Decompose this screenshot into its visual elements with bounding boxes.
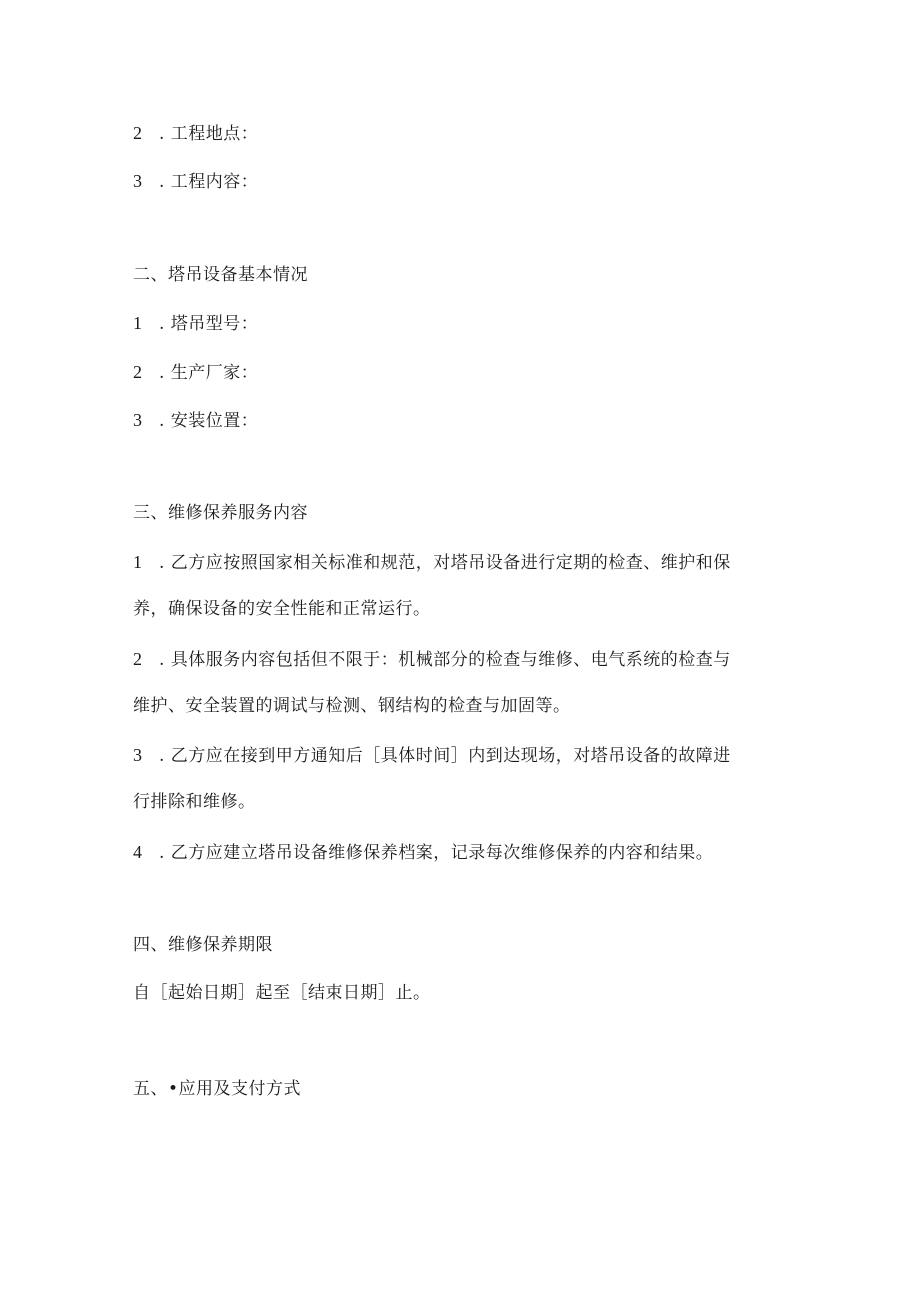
item-number: 1 [133,313,143,333]
list-item [133,411,258,430]
item-continuation: 维护、安全装置的调试与检测、钢结构的检查与加固等。 [133,696,571,716]
item-text: . 生产厂家： [159,363,259,383]
list-item [133,650,731,669]
paragraph: 自［起始日期］起至［结束日期］止。 [133,983,431,1003]
list-item [133,363,258,382]
section-heading: 四、维修保养期限 [133,935,273,955]
item-number: 4 [133,842,143,862]
item-text: . 工程内容： [159,172,259,192]
item-number: 2 [133,649,143,669]
list-item [133,746,731,765]
item-number: 2 [133,123,143,143]
section-heading: 二、塔吊设备基本情况 [133,265,308,285]
item-text: . 乙方应在接到甲方通知后［具体时间］内到达现场，对塔吊设备的故障进 [159,746,731,766]
item-number: 1 [133,552,143,572]
project-content-line [133,172,258,191]
item-continuation: 养，确保设备的安全性能和正常运行。 [133,599,431,619]
list-item [133,553,731,572]
item-number: 3 [133,171,143,191]
item-number: 3 [133,410,143,430]
item-continuation: 行排除和维修。 [133,792,256,812]
item-text: . 工程地点： [159,124,259,144]
item-number: 3 [133,745,143,765]
list-item [133,843,713,862]
item-text: . 塔吊型号： [159,314,259,334]
project-location-line [133,124,258,143]
item-text: . 乙方应建立塔吊设备维修保养档案，记录每次维修保养的内容和结果。 [159,843,714,863]
item-text: . 乙方应按照国家相关标准和规范，对塔吊设备进行定期的检查、维护和保 [159,553,731,573]
item-number: 2 [133,362,143,382]
section-heading: 三、维修保养服务内容 [133,503,308,523]
item-text: . 具体服务内容包括但不限于：机械部分的检查与维修、电气系统的检查与 [159,650,731,670]
list-item [133,314,258,333]
section-heading: 五、•应用及支付方式 [133,1079,302,1099]
item-text: . 安装位置： [159,411,259,431]
